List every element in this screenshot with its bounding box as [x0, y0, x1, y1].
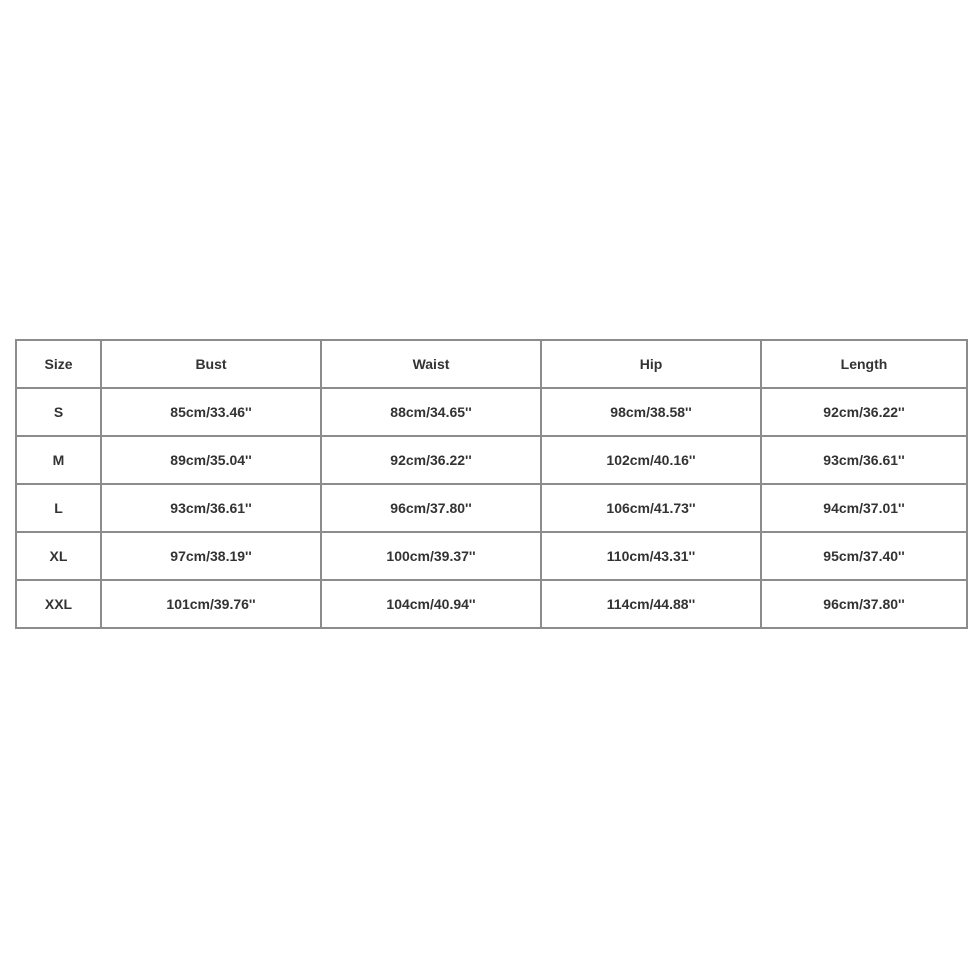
header-bust: Bust — [101, 340, 321, 388]
table-row — [16, 580, 967, 628]
table-row — [16, 388, 967, 436]
bust-cell: 101cm/39.76'' — [101, 580, 321, 628]
table-row — [16, 484, 967, 532]
table-header-row — [16, 340, 967, 388]
hip-cell: 102cm/40.16'' — [541, 436, 761, 484]
size-cell: M — [16, 436, 101, 484]
header-length: Length — [761, 340, 967, 388]
length-cell: 94cm/37.01'' — [761, 484, 967, 532]
length-cell: 93cm/36.61'' — [761, 436, 967, 484]
table-row — [16, 532, 967, 580]
hip-cell: 114cm/44.88'' — [541, 580, 761, 628]
size-cell: L — [16, 484, 101, 532]
bust-cell: 89cm/35.04'' — [101, 436, 321, 484]
length-cell: 92cm/36.22'' — [761, 388, 967, 436]
waist-cell: 96cm/37.80'' — [321, 484, 541, 532]
waist-cell: 100cm/39.37'' — [321, 532, 541, 580]
size-cell: S — [16, 388, 101, 436]
hip-cell: 98cm/38.58'' — [541, 388, 761, 436]
bust-cell: 97cm/38.19'' — [101, 532, 321, 580]
waist-cell: 88cm/34.65'' — [321, 388, 541, 436]
table-row — [16, 436, 967, 484]
hip-cell: 110cm/43.31'' — [541, 532, 761, 580]
length-cell: 95cm/37.40'' — [761, 532, 967, 580]
waist-cell: 92cm/36.22'' — [321, 436, 541, 484]
bust-cell: 85cm/33.46'' — [101, 388, 321, 436]
header-waist: Waist — [321, 340, 541, 388]
header-size: Size — [16, 340, 101, 388]
size-chart-table — [15, 339, 968, 629]
hip-cell: 106cm/41.73'' — [541, 484, 761, 532]
header-hip: Hip — [541, 340, 761, 388]
bust-cell: 93cm/36.61'' — [101, 484, 321, 532]
length-cell: 96cm/37.80'' — [761, 580, 967, 628]
size-cell: XXL — [16, 580, 101, 628]
waist-cell: 104cm/40.94'' — [321, 580, 541, 628]
size-cell: XL — [16, 532, 101, 580]
